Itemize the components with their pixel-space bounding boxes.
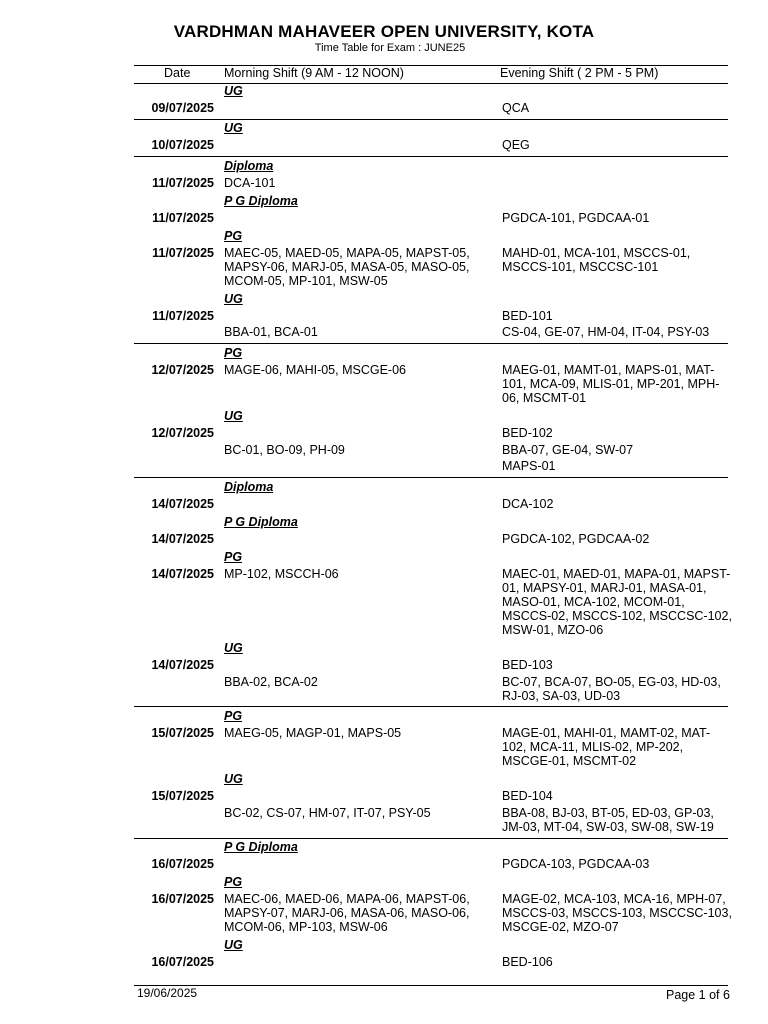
exam-date: 12/07/2025 xyxy=(151,363,214,377)
evening-papers: MAGE-01, MAHI-01, MAMT-02, MAT-102, MCA-11, MLIS-02, MP-202, MSCGE-01, MSCMT-02 xyxy=(502,726,711,768)
morning-papers: MAEG-05, MAGP-01, MAPS-05 xyxy=(224,726,402,740)
exam-date: 09/07/2025 xyxy=(151,101,214,115)
category-label: UG xyxy=(224,938,243,952)
morning-papers: MAGE-06, MAHI-05, MSCGE-06 xyxy=(224,363,406,377)
evening-papers: BED-102 xyxy=(502,426,553,440)
exam-date: 15/07/2025 xyxy=(151,789,214,803)
exam-date: 11/07/2025 xyxy=(152,246,214,260)
evening-papers: BED-106 xyxy=(502,955,553,969)
evening-papers: MAHD-01, MCA-101, MSCCS-01, MSCCS-101, MSCCSC-101 xyxy=(502,246,691,274)
printed-date: 19/06/2025 xyxy=(137,986,198,1000)
category-label: UG xyxy=(224,641,243,655)
category-label: UG xyxy=(224,121,243,135)
exam-date: 11/07/2025 xyxy=(152,176,214,190)
category-label: UG xyxy=(224,84,243,98)
evening-papers: PGDCA-103, PGDCAA-03 xyxy=(502,857,650,871)
category-label: UG xyxy=(224,409,243,423)
evening-papers: BBA-08, BJ-03, BT-05, ED-03, GP-03, JM-03, MT-04, SW-03, SW-08, SW-19 xyxy=(502,806,714,834)
evening-papers: BED-103 xyxy=(502,658,553,672)
morning-column-header: Morning Shift (9 AM - 12 NOON) xyxy=(224,66,404,80)
university-title: VARDHMAN MAHAVEER OPEN UNIVERSITY, KOTA xyxy=(173,22,595,41)
section-divider xyxy=(134,706,728,707)
evening-papers: BBA-07, GE-04, SW-07 xyxy=(502,443,634,457)
evening-papers: PGDCA-102, PGDCAA-02 xyxy=(502,532,650,546)
exam-date: 16/07/2025 xyxy=(151,955,214,969)
evening-papers: CS-04, GE-07, HM-04, IT-04, PSY-03 xyxy=(502,325,710,339)
exam-date: 16/07/2025 xyxy=(151,892,214,906)
exam-date: 14/07/2025 xyxy=(151,658,214,672)
morning-papers: MP-102, MSCCH-06 xyxy=(224,567,339,581)
exam-date: 16/07/2025 xyxy=(151,857,214,871)
exam-date: 14/07/2025 xyxy=(151,532,214,546)
evening-papers: BC-07, BCA-07, BO-05, EG-03, HD-03, RJ-03, SA-03, UD-03 xyxy=(502,675,721,703)
evening-papers: MAEG-01, MAMT-01, MAPS-01, MAT-101, MCA-09, MLIS-01, MP-201, MPH-06, MSCMT-01 xyxy=(502,363,720,405)
evening-column-header: Evening Shift ( 2 PM - 5 PM) xyxy=(500,66,659,80)
evening-papers: MAGE-02, MCA-103, MCA-16, MPH-07, MSCCS-03, MSCCS-103, MSCCSC-103, MSCGE-02, MZO-07 xyxy=(502,892,732,934)
category-label: PG xyxy=(224,550,243,564)
category-label: Diploma xyxy=(224,480,274,494)
morning-papers: MAEC-05, MAED-05, MAPA-05, MAPST-05, MAPSY-06, MARJ-05, MASA-05, MASO-05, MCOM-05, MP-101, MSW-05 xyxy=(224,246,470,288)
evening-papers: BED-104 xyxy=(502,789,553,803)
category-label: Diploma xyxy=(224,159,274,173)
morning-papers: BBA-01, BCA-01 xyxy=(224,325,318,339)
exam-date: 10/07/2025 xyxy=(151,138,214,152)
exam-subtitle: Time Table for Exam : JUNE25 xyxy=(314,42,466,54)
category-label: PG xyxy=(224,346,243,360)
section-divider xyxy=(134,343,728,344)
evening-papers: MAEC-01, MAED-01, MAPA-01, MAPST-01, MAPSY-01, MARJ-01, MASA-01, MASO-01, MCA-102, MCOM-01, MSCCS-02, MSCCS-102, MSCCSC-102, MSW-01, MZO-06 xyxy=(502,567,732,637)
category-label: P G Diploma xyxy=(224,840,298,854)
exam-date: 14/07/2025 xyxy=(151,567,214,581)
exam-date: 15/07/2025 xyxy=(151,726,214,740)
exam-date: 11/07/2025 xyxy=(152,309,214,323)
category-label: P G Diploma xyxy=(224,194,298,208)
footer-rule xyxy=(134,985,728,986)
exam-date: 11/07/2025 xyxy=(152,211,214,225)
evening-papers: PGDCA-101, PGDCAA-01 xyxy=(502,211,650,225)
exam-date: 12/07/2025 xyxy=(151,426,214,440)
evening-papers: QCA xyxy=(502,101,530,115)
morning-papers: BBA-02, BCA-02 xyxy=(224,675,318,689)
category-label: PG xyxy=(224,229,243,243)
page-number: Page 1 of 6 xyxy=(666,988,730,1002)
category-label: UG xyxy=(224,772,243,786)
morning-papers: DCA-101 xyxy=(224,176,276,190)
date-column-header: Date xyxy=(164,66,191,80)
morning-papers: MAEC-06, MAED-06, MAPA-06, MAPST-06, MAPSY-07, MARJ-06, MASA-06, MASO-06, MCOM-06, MP-103, MSW-06 xyxy=(224,892,470,934)
section-divider xyxy=(134,119,728,120)
evening-papers: DCA-102 xyxy=(502,497,554,511)
category-label: P G Diploma xyxy=(224,515,298,529)
section-divider xyxy=(134,477,728,478)
morning-papers: BC-02, CS-07, HM-07, IT-07, PSY-05 xyxy=(224,806,431,820)
category-label: PG xyxy=(224,875,243,889)
evening-papers: MAPS-01 xyxy=(502,459,556,473)
category-label: UG xyxy=(224,292,243,306)
exam-date: 14/07/2025 xyxy=(151,497,214,511)
morning-papers: BC-01, BO-09, PH-09 xyxy=(224,443,345,457)
evening-papers: QEG xyxy=(502,138,530,152)
section-divider xyxy=(134,156,728,157)
evening-papers: BED-101 xyxy=(502,309,553,323)
section-divider xyxy=(134,838,728,839)
category-label: PG xyxy=(224,709,243,723)
